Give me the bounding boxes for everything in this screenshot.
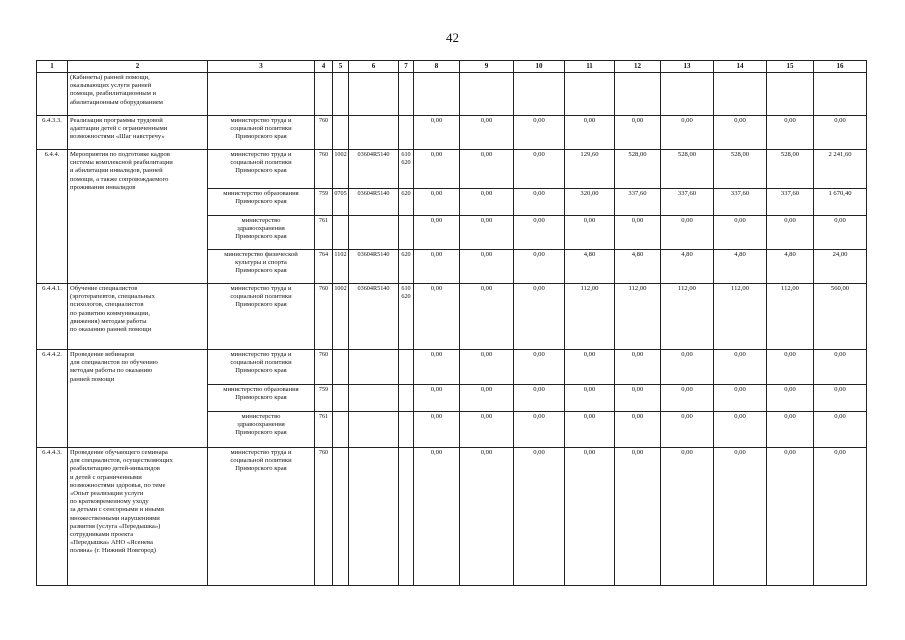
value-cell: 560,00 bbox=[814, 284, 867, 350]
value-cell: 0,00 bbox=[661, 448, 714, 586]
code-cell: 620 bbox=[399, 189, 414, 216]
code-cell: 03604R5140 bbox=[349, 150, 399, 189]
value-cell: 0,00 bbox=[414, 189, 460, 216]
value-cell: 528,00 bbox=[767, 150, 814, 189]
code-cell: 760 bbox=[315, 350, 333, 385]
value-cell: 0,00 bbox=[661, 385, 714, 412]
value-cell: 337,60 bbox=[615, 189, 661, 216]
value-cell: 0,00 bbox=[814, 116, 867, 150]
value-cell: 1 670,40 bbox=[814, 189, 867, 216]
value-cell: 528,00 bbox=[661, 150, 714, 189]
item-number-cell: 6.4.4.1. bbox=[37, 284, 68, 350]
table-row bbox=[37, 150, 867, 189]
code-cell: 03604R5140 bbox=[349, 250, 399, 284]
description-cell: Мероприятия по подготовке кадров системы комплексной реабилитации и абилитации инвалидов, ранней помощи, а также сопровождаемого проживания инвалидов bbox=[68, 150, 208, 284]
description-cell: Реализация программы трудовой адаптации детей с ограниченными возможностями «Шаг навстречу» bbox=[68, 116, 208, 150]
value-cell: 0,00 bbox=[514, 116, 565, 150]
code-cell: 761 bbox=[315, 216, 333, 250]
code-cell bbox=[333, 116, 349, 150]
value-cell: 0,00 bbox=[714, 216, 767, 250]
code-cell: 03604R5140 bbox=[349, 284, 399, 350]
column-header: 16 bbox=[814, 61, 867, 73]
column-header: 4 bbox=[315, 61, 333, 73]
code-cell: 759 bbox=[315, 189, 333, 216]
value-cell: 0,00 bbox=[661, 412, 714, 448]
value-cell: 112,00 bbox=[661, 284, 714, 350]
executor-cell: министерство труда и социальной политики Приморского края bbox=[208, 284, 315, 350]
code-cell bbox=[399, 412, 414, 448]
column-header: 14 bbox=[714, 61, 767, 73]
value-cell: 0,00 bbox=[714, 448, 767, 586]
executor-cell: министерство труда и социальной политики Приморского края bbox=[208, 448, 315, 586]
column-header: 12 bbox=[615, 61, 661, 73]
item-number-cell: 6.4.4.3. bbox=[37, 448, 68, 586]
value-cell: 0,00 bbox=[615, 385, 661, 412]
executor-cell: министерство здравоохранения Приморского края bbox=[208, 216, 315, 250]
table-row bbox=[37, 448, 867, 586]
value-cell: 112,00 bbox=[714, 284, 767, 350]
value-cell: 0,00 bbox=[767, 216, 814, 250]
column-header: 15 bbox=[767, 61, 814, 73]
code-cell: 760 bbox=[315, 448, 333, 586]
value-cell: 24,00 bbox=[814, 250, 867, 284]
value-cell: 4,80 bbox=[714, 250, 767, 284]
executor-cell: министерство физической культуры и спорта Приморского края bbox=[208, 250, 315, 284]
table-row bbox=[37, 350, 867, 385]
code-cell: 610 620 bbox=[399, 150, 414, 189]
value-cell: 0,00 bbox=[565, 216, 615, 250]
executor-cell: министерство образования Приморского края bbox=[208, 385, 315, 412]
code-cell bbox=[349, 385, 399, 412]
executor-cell: министерство образования Приморского края bbox=[208, 189, 315, 216]
value-cell: 0,00 bbox=[514, 250, 565, 284]
value-cell: 0,00 bbox=[514, 412, 565, 448]
value-cell: 0,00 bbox=[514, 385, 565, 412]
table-row bbox=[37, 284, 867, 350]
value-cell: 0,00 bbox=[814, 350, 867, 385]
value-cell: 0,00 bbox=[714, 116, 767, 150]
column-header: 11 bbox=[565, 61, 615, 73]
value-cell: 0,00 bbox=[767, 116, 814, 150]
value-cell: 0,00 bbox=[767, 350, 814, 385]
value-cell: 4,80 bbox=[565, 250, 615, 284]
code-cell bbox=[399, 385, 414, 412]
code-cell bbox=[399, 116, 414, 150]
budget-table bbox=[36, 60, 867, 586]
value-cell: 0,00 bbox=[714, 350, 767, 385]
code-cell: 03604R5140 bbox=[349, 189, 399, 216]
value-cell: 0,00 bbox=[460, 350, 514, 385]
value-cell: 0,00 bbox=[414, 412, 460, 448]
column-header: 13 bbox=[661, 61, 714, 73]
code-cell bbox=[399, 350, 414, 385]
value-cell: 0,00 bbox=[767, 448, 814, 586]
value-cell: 4,80 bbox=[661, 250, 714, 284]
value-cell: 0,00 bbox=[661, 116, 714, 150]
code-cell bbox=[349, 448, 399, 586]
value-cell: 0,00 bbox=[460, 250, 514, 284]
value-cell: 0,00 bbox=[414, 116, 460, 150]
value-cell: 0,00 bbox=[814, 385, 867, 412]
executor-cell: министерство труда и социальной политики Приморского края bbox=[208, 150, 315, 189]
value-cell: 0,00 bbox=[414, 250, 460, 284]
description-cell: Обучение специалистов (эрготерапевтов, специальных психологов, специалистов по развитию коммуникации, движения) методам работы по оказанию ранней помощи bbox=[68, 284, 208, 350]
header-row bbox=[37, 61, 867, 73]
value-cell: 2 241,60 bbox=[814, 150, 867, 189]
item-number-cell: 6.4.4.2. bbox=[37, 350, 68, 448]
value-cell: 337,60 bbox=[661, 189, 714, 216]
value-cell: 320,00 bbox=[565, 189, 615, 216]
value-cell: 0,00 bbox=[414, 350, 460, 385]
column-header: 1 bbox=[37, 61, 68, 73]
value-cell: 0,00 bbox=[460, 116, 514, 150]
column-header: 7 bbox=[399, 61, 414, 73]
value-cell: 0,00 bbox=[615, 216, 661, 250]
value-cell: 0,00 bbox=[767, 385, 814, 412]
value-cell: 0,00 bbox=[460, 216, 514, 250]
value-cell: 0,00 bbox=[414, 284, 460, 350]
value-cell: 0,00 bbox=[615, 412, 661, 448]
table-row bbox=[37, 116, 867, 150]
code-cell: 760 bbox=[315, 150, 333, 189]
code-cell: 1002 bbox=[333, 150, 349, 189]
value-cell: 0,00 bbox=[615, 116, 661, 150]
description-cell: (Кабинеты) ранней помощи, оказывающих услуги ранней помощи, реабилитационным и абилитационным оборудованием bbox=[68, 73, 208, 116]
code-cell: 0705 bbox=[333, 189, 349, 216]
code-cell: 760 bbox=[315, 116, 333, 150]
value-cell: 0,00 bbox=[814, 412, 867, 448]
code-cell: 1002 bbox=[333, 284, 349, 350]
code-cell bbox=[333, 350, 349, 385]
value-cell: 0,00 bbox=[814, 448, 867, 586]
value-cell: 337,60 bbox=[767, 189, 814, 216]
value-cell: 0,00 bbox=[460, 189, 514, 216]
value-cell: 0,00 bbox=[514, 189, 565, 216]
value-cell: 0,00 bbox=[514, 448, 565, 586]
item-number-cell: 6.4.3.3. bbox=[37, 116, 68, 150]
code-cell bbox=[349, 116, 399, 150]
value-cell: 0,00 bbox=[514, 350, 565, 385]
code-cell bbox=[333, 412, 349, 448]
value-cell: 112,00 bbox=[565, 284, 615, 350]
value-cell: 129,60 bbox=[565, 150, 615, 189]
value-cell: 112,00 bbox=[615, 284, 661, 350]
value-cell: 0,00 bbox=[615, 448, 661, 586]
code-cell: 620 bbox=[399, 250, 414, 284]
value-cell: 0,00 bbox=[414, 216, 460, 250]
value-cell: 0,00 bbox=[814, 216, 867, 250]
value-cell: 4,80 bbox=[615, 250, 661, 284]
column-header: 10 bbox=[514, 61, 565, 73]
executor-cell: министерство здравоохранения Приморского края bbox=[208, 412, 315, 448]
value-cell: 0,00 bbox=[565, 350, 615, 385]
code-cell bbox=[399, 448, 414, 586]
code-cell bbox=[333, 448, 349, 586]
value-cell: 0,00 bbox=[460, 412, 514, 448]
code-cell: 759 bbox=[315, 385, 333, 412]
value-cell: 0,00 bbox=[661, 350, 714, 385]
column-header: 9 bbox=[460, 61, 514, 73]
code-cell: 610 620 bbox=[399, 284, 414, 350]
code-cell bbox=[333, 216, 349, 250]
value-cell: 0,00 bbox=[565, 116, 615, 150]
description-cell: Проведение обучающего семинара для специалистов, осуществляющих реабилитацию детей-инвалидов и детей с ограниченными возможностями здоровья, по теме «Опыт реализации услуги по кратковременному уходу за детьми с сенсорными и иными множественными нарушениями развития (услуга «Передышка») сотрудниками проекта «Передышка» АНО «Ясенева поляна» (г. Нижний Новгород) bbox=[68, 448, 208, 586]
code-cell bbox=[349, 216, 399, 250]
column-header: 6 bbox=[349, 61, 399, 73]
description-cell: Проведение вебинаров для специалистов по обучению методам работы по оказанию ранней помощи bbox=[68, 350, 208, 448]
code-cell: 761 bbox=[315, 412, 333, 448]
code-cell bbox=[349, 412, 399, 448]
value-cell: 0,00 bbox=[565, 412, 615, 448]
value-cell: 0,00 bbox=[514, 284, 565, 350]
value-cell: 0,00 bbox=[767, 412, 814, 448]
value-cell: 0,00 bbox=[460, 448, 514, 586]
column-header: 3 bbox=[208, 61, 315, 73]
item-number-cell bbox=[37, 73, 68, 116]
value-cell: 528,00 bbox=[714, 150, 767, 189]
code-cell: 760 bbox=[315, 284, 333, 350]
value-cell: 0,00 bbox=[565, 385, 615, 412]
value-cell: 0,00 bbox=[460, 385, 514, 412]
value-cell: 0,00 bbox=[661, 216, 714, 250]
table-row bbox=[37, 73, 867, 116]
value-cell: 0,00 bbox=[414, 448, 460, 586]
executor-cell: министерство труда и социальной политики Приморского края bbox=[208, 350, 315, 385]
executor-cell: министерство труда и социальной политики Приморского края bbox=[208, 116, 315, 150]
code-cell: 764 bbox=[315, 250, 333, 284]
value-cell: 0,00 bbox=[514, 150, 565, 189]
value-cell: 0,00 bbox=[460, 150, 514, 189]
page-number: 42 bbox=[446, 30, 459, 45]
value-cell: 0,00 bbox=[514, 216, 565, 250]
value-cell: 0,00 bbox=[615, 350, 661, 385]
value-cell: 4,80 bbox=[767, 250, 814, 284]
value-cell: 0,00 bbox=[460, 284, 514, 350]
value-cell: 337,60 bbox=[714, 189, 767, 216]
value-cell: 528,00 bbox=[615, 150, 661, 189]
code-cell bbox=[333, 385, 349, 412]
code-cell bbox=[349, 350, 399, 385]
column-header: 5 bbox=[333, 61, 349, 73]
value-cell: 0,00 bbox=[414, 385, 460, 412]
value-cell: 112,00 bbox=[767, 284, 814, 350]
value-cell: 0,00 bbox=[714, 385, 767, 412]
code-cell bbox=[399, 216, 414, 250]
item-number-cell: 6.4.4. bbox=[37, 150, 68, 284]
code-cell: 1102 bbox=[333, 250, 349, 284]
value-cell: 0,00 bbox=[714, 412, 767, 448]
value-cell: 0,00 bbox=[565, 448, 615, 586]
column-header: 2 bbox=[68, 61, 208, 73]
column-header: 8 bbox=[414, 61, 460, 73]
value-cell: 0,00 bbox=[414, 150, 460, 189]
